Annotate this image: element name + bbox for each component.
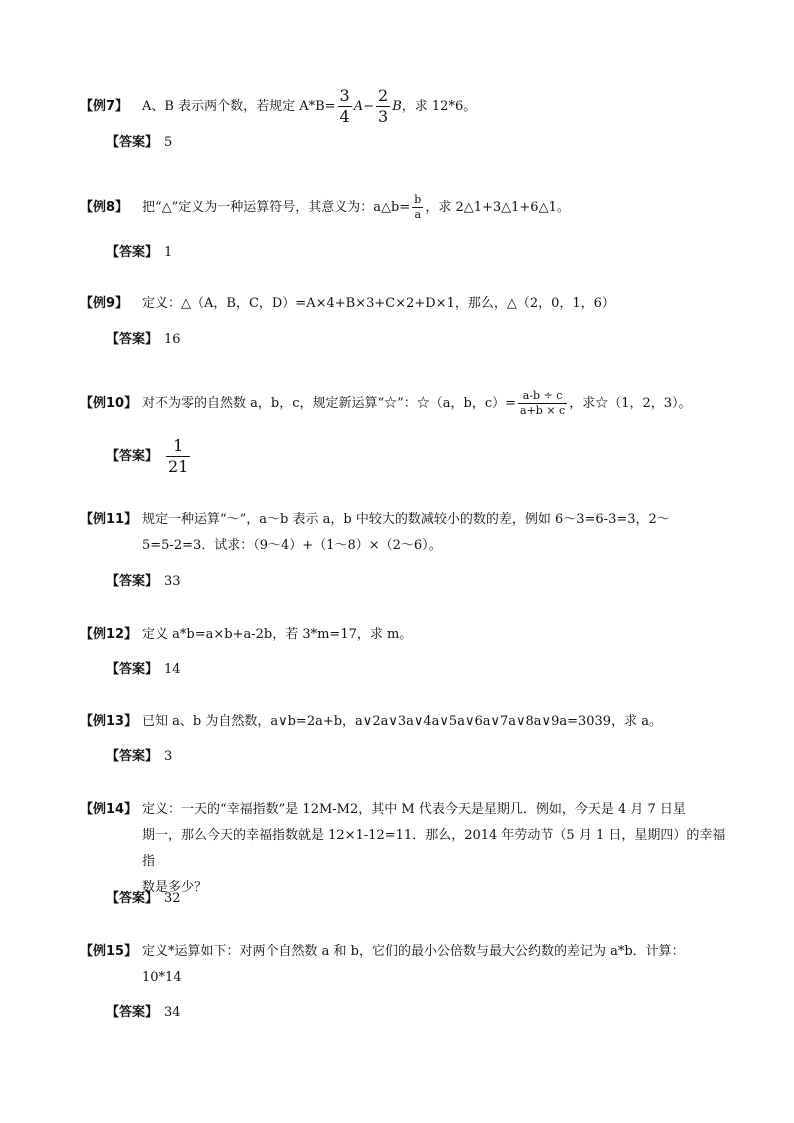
example-text: 把“△”定义为一种运算符号，其意义为：a△b= <box>142 200 411 215</box>
example-text: A、B 表示两个数，若规定 A*B= <box>142 99 336 114</box>
example-10: 【例10】 对不为零的自然数 a，b，c，规定新运算“☆”：☆（a，b，c）= $\frac{a-b \div c}{a+b \times c}$ ，求☆（1，2，3）。 <box>80 389 692 417</box>
answer-15: 【答案】 34 <box>106 1005 181 1020</box>
example-8: 【例8】 把“△”定义为一种运算符号，其意义为：a△b= $\frac{b}{a}$ ，求 2△1+3△1+6△1。 <box>80 193 570 221</box>
fraction: $\frac{b}{a}$ <box>414 193 422 221</box>
answer-value: 33 <box>164 574 181 589</box>
answer-value: 1 <box>164 245 173 260</box>
answer-fraction: $\frac{1}{21}$ <box>168 436 189 476</box>
example-14: 【例14】 定义：一天的“幸福指数”是 12M-M2，其中 M 代表今天是星期几．例如，今天是 4 月 7 日星 期一，那么今天的幸福指数就是 12×1-12=11．那么，2014 年劳动节（5 月 1 日，星期四）的幸福指 数是多少？ <box>80 797 730 901</box>
answer-8: 【答案】 1 <box>106 245 173 260</box>
example-tag: 【例10】 <box>80 396 138 411</box>
example-tag: 【例14】 <box>80 802 138 817</box>
example-text: 定义：△（A，B，C，D）=A×4+B×3+C×2+D×1，那么，△（2，0，1，6） <box>142 296 615 311</box>
example-13 <box>80 709 730 735</box>
answer-value: 14 <box>164 662 181 677</box>
fraction: $\frac{3}{4}$ <box>339 86 350 126</box>
answer-7: 【答案】 5 <box>106 135 173 150</box>
answer-value: 34 <box>164 1005 181 1020</box>
example-15: 【例15】 定义*运算如下：对两个自然数 a 和 b，它们的最小公倍数与最大公约数的差记为 a*b．计算： 10*14 <box>80 939 730 991</box>
answer-12: 【答案】 14 <box>106 662 181 677</box>
answer-11: 【答案】 33 <box>106 574 181 589</box>
answer-value: 5 <box>164 135 173 150</box>
example-tag: 【例15】 <box>80 944 138 959</box>
answer-9: 【答案】 16 <box>106 332 181 347</box>
example-tag: 【例11】 <box>80 512 138 527</box>
example-11: 【例11】 规定一种运算“～”，a～b 表示 a，b 中较大的数减较小的数的差，例如 6～3=6-3=3，2～ 5=5-2=3．试求：（9～4）+（1～8）×（2～6）。 <box>80 507 730 559</box>
answer-10: 【答案】 $\frac{1}{21}$ <box>106 436 189 476</box>
fraction: $\frac{a-b \div c}{a+b \times c}$ <box>520 389 566 417</box>
example-tag: 【例12】 <box>80 627 138 642</box>
example-text: 规定一种运算“～”，a～b 表示 a，b 中较大的数减较小的数的差，例如 6～3=6-3=3，2～ <box>142 512 670 527</box>
example-text: 定义*运算如下：对两个自然数 a 和 b，它们的最小公倍数与最大公约数的差记为 a*b．计算： <box>142 944 685 959</box>
example-7: 【例7】 A、B 表示两个数，若规定 A*B= $\frac{3}{4}$ A− $\frac{2}{3}$ B，求 12*6。 <box>80 86 477 126</box>
example-tag: 【例7】 <box>80 99 129 114</box>
answer-value: 3 <box>164 749 173 764</box>
example-tag: 【例13】 <box>80 714 138 729</box>
answer-value: 16 <box>164 332 181 347</box>
example-9 <box>80 291 730 317</box>
example-tag: 【例8】 <box>80 200 129 215</box>
example-text: 已知 a、b 为自然数，a∨b=2a+b，a∨2a∨3a∨4a∨5a∨6a∨7a∨8a∨9a=3039，求 a。 <box>142 714 662 729</box>
example-tag: 【例9】 <box>80 296 129 311</box>
example-text: 定义：一天的“幸福指数”是 12M-M2，其中 M 代表今天是星期几．例如，今天是 4 月 7 日星 <box>142 802 686 817</box>
fraction: $\frac{2}{3}$ <box>378 86 389 126</box>
example-text: 定义 a*b=a×b+a-2b，若 3*m=17，求 m。 <box>142 627 413 642</box>
answer-13: 【答案】 3 <box>106 749 173 764</box>
example-12 <box>80 622 730 648</box>
answer-14: 【答案】 32 <box>106 891 181 906</box>
answer-value: 32 <box>164 891 181 906</box>
example-text: 对不为零的自然数 a，b，c，规定新运算“☆”：☆（a，b，c）= <box>142 396 517 411</box>
